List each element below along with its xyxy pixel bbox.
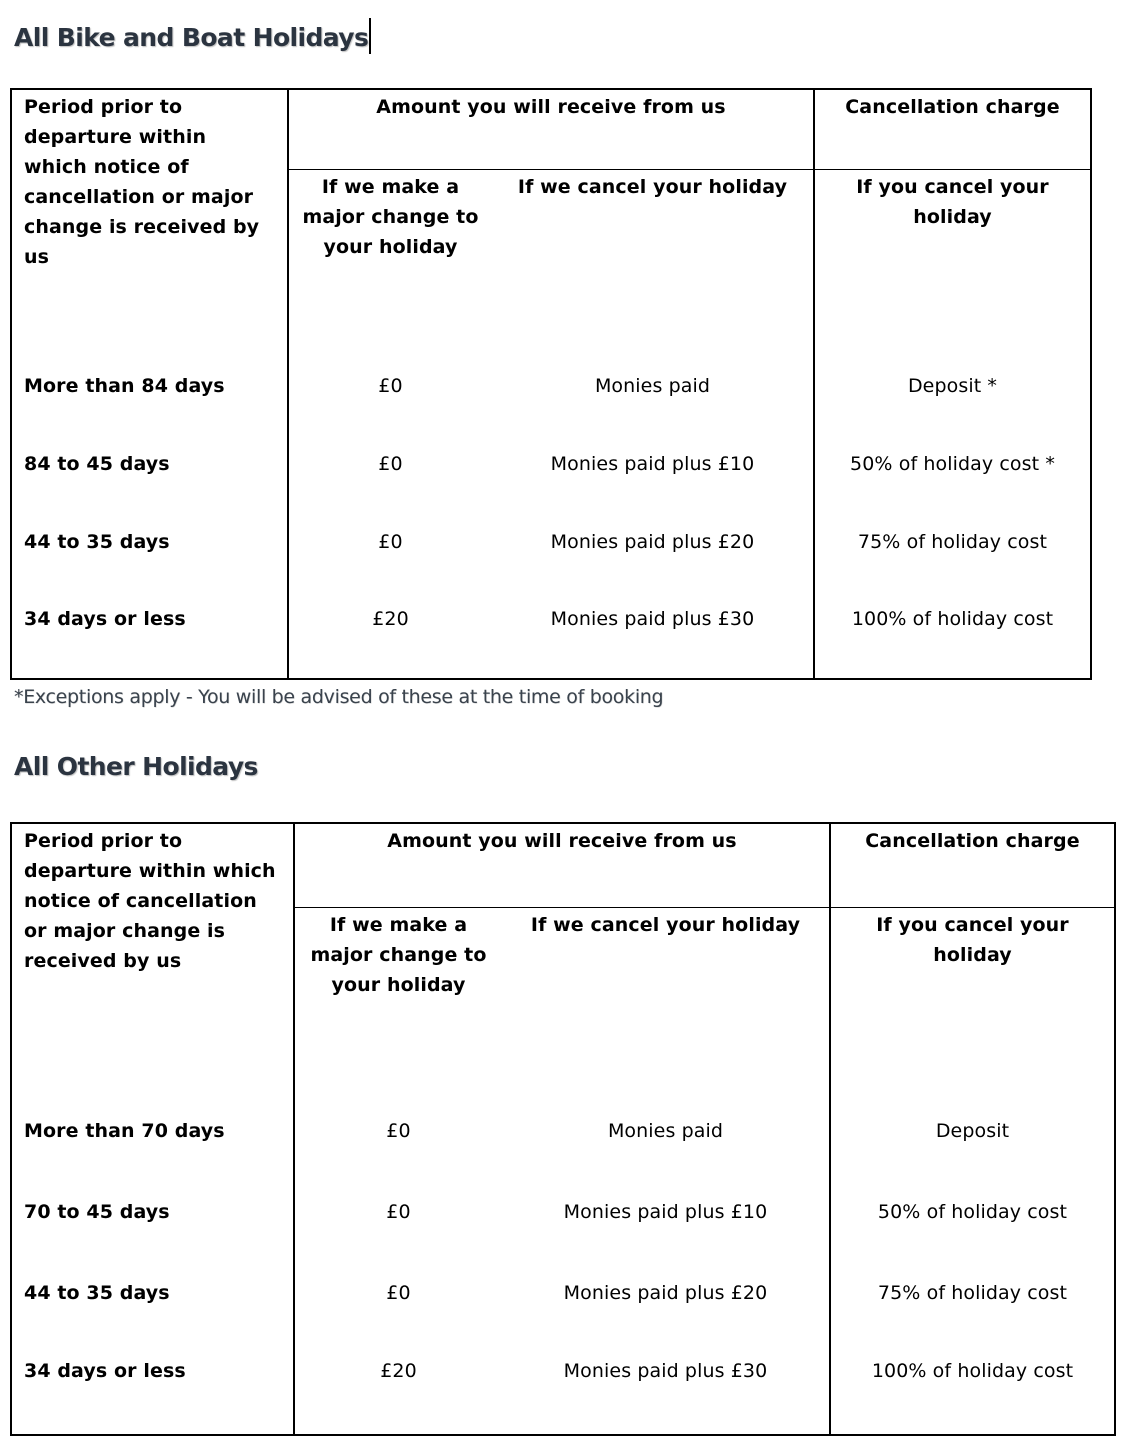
row-period: More than 84 days bbox=[11, 347, 288, 425]
row-period: 34 days or less bbox=[11, 1333, 294, 1435]
row-you-cancel: 100% of holiday cost bbox=[830, 1333, 1115, 1435]
row-period: 84 to 45 days bbox=[11, 425, 288, 503]
section-title-text: All Bike and Boat Holidays bbox=[14, 23, 369, 52]
section-title-other: All Other Holidays bbox=[14, 752, 258, 781]
table-row bbox=[11, 1171, 1115, 1253]
section-title-bike-boat bbox=[14, 18, 371, 54]
col-header-you-cancel: If you cancel your holiday bbox=[814, 169, 1091, 347]
col-header-you-cancel: If you cancel your holiday bbox=[830, 907, 1115, 1091]
charge-group-header: Cancellation charge bbox=[814, 89, 1091, 169]
cancellation-table-bike-boat bbox=[10, 88, 1092, 680]
row-major-change: £0 bbox=[378, 375, 403, 397]
table-row bbox=[11, 1091, 1115, 1171]
row-we-cancel: Monies paid plus £30 bbox=[502, 1333, 830, 1435]
row-period: 44 to 35 days bbox=[11, 503, 288, 581]
row-you-cancel: 50% of holiday cost * bbox=[814, 425, 1091, 503]
text-cursor bbox=[369, 18, 371, 54]
exceptions-note: *Exceptions apply - You will be advised of these at the time of booking bbox=[14, 686, 664, 708]
row-you-cancel: Deposit bbox=[830, 1091, 1115, 1171]
row-major-change: £0 bbox=[378, 453, 403, 475]
amount-group-header: Amount you will receive from us bbox=[288, 89, 814, 169]
row-you-cancel: 75% of holiday cost bbox=[830, 1253, 1115, 1333]
row-you-cancel: 100% of holiday cost bbox=[814, 581, 1091, 679]
row-major-change: £0 bbox=[386, 1282, 411, 1304]
row-period: 70 to 45 days bbox=[11, 1171, 294, 1253]
row-period: 34 days or less bbox=[11, 581, 288, 679]
amount-group-header: Amount you will receive from us bbox=[294, 823, 830, 907]
row-major-change: £0 bbox=[386, 1201, 411, 1223]
charge-group-header: Cancellation charge bbox=[830, 823, 1115, 907]
period-header: Period prior to departure within which notice of cancellation or major change is received by us bbox=[11, 823, 294, 1091]
cancellation-table-other bbox=[10, 822, 1116, 1436]
col-header-major-change: If we make a major change to your holiday bbox=[302, 175, 479, 258]
row-we-cancel: Monies paid plus £30 bbox=[492, 581, 814, 679]
row-you-cancel: 75% of holiday cost bbox=[814, 503, 1091, 581]
col-header-major-change: If we make a major change to your holiday bbox=[310, 913, 487, 996]
table-row bbox=[11, 1253, 1115, 1333]
row-we-cancel: Monies paid plus £10 bbox=[492, 425, 814, 503]
row-you-cancel: Deposit * bbox=[814, 347, 1091, 425]
row-we-cancel: Monies paid plus £20 bbox=[502, 1253, 830, 1333]
table-row bbox=[11, 1333, 1115, 1435]
row-major-change: £20 bbox=[294, 1333, 502, 1435]
row-period: 44 to 35 days bbox=[11, 1253, 294, 1333]
row-we-cancel: Monies paid bbox=[492, 347, 814, 425]
table-row bbox=[11, 347, 1091, 425]
row-major-change: £0 bbox=[378, 531, 403, 553]
row-major-change: £0 bbox=[386, 1120, 411, 1142]
row-major-change: £20 bbox=[288, 581, 492, 679]
col-header-we-cancel: If we cancel your holiday bbox=[502, 907, 830, 1091]
col-header-we-cancel: If we cancel your holiday bbox=[492, 169, 814, 347]
row-we-cancel: Monies paid plus £20 bbox=[492, 503, 814, 581]
table-row bbox=[11, 425, 1091, 503]
row-we-cancel: Monies paid plus £10 bbox=[502, 1171, 830, 1253]
row-period: More than 70 days bbox=[11, 1091, 294, 1171]
period-header: Period prior to departure within which notice of cancellation or major change is received by us bbox=[11, 89, 288, 347]
table-row bbox=[11, 503, 1091, 581]
table-row bbox=[11, 581, 1091, 679]
row-we-cancel: Monies paid bbox=[502, 1091, 830, 1171]
row-you-cancel: 50% of holiday cost bbox=[830, 1171, 1115, 1253]
